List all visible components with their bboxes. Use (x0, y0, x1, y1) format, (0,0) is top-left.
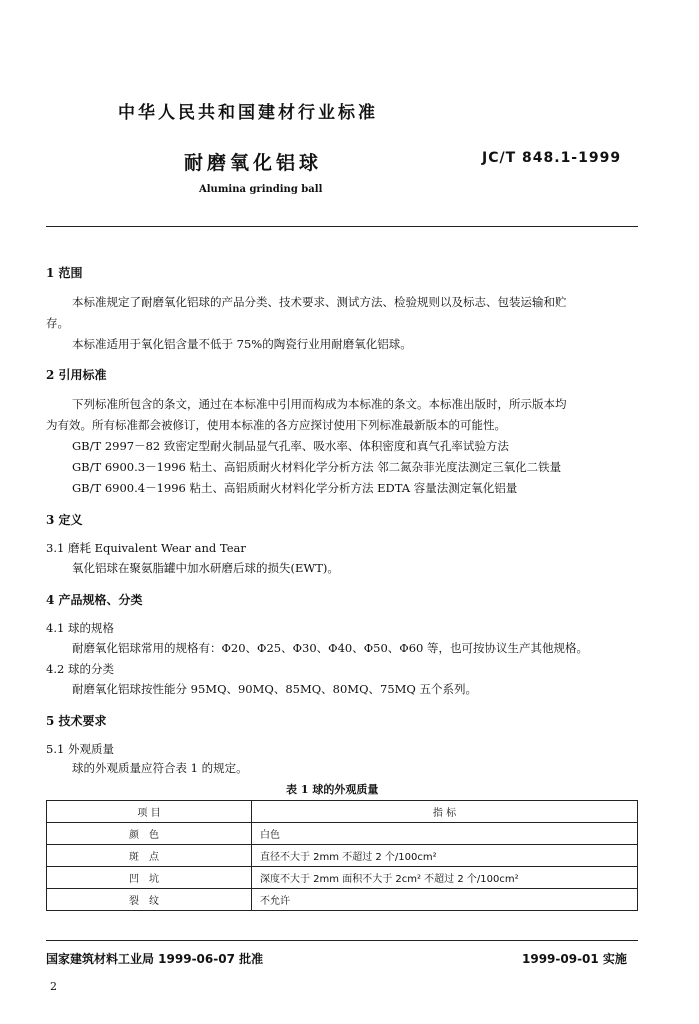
section-5-1-text: 球的外观质量应符合表 1 的规定。 (72, 761, 248, 775)
english-title: Alumina grinding ball (199, 184, 323, 195)
table-row (47, 823, 638, 845)
section-1-paragraph-1-cont: 存。 (46, 316, 69, 330)
section-1-heading: 1 范围 (46, 266, 83, 280)
table-cell-item: 颜色 (47, 823, 252, 845)
table-cell-item: 凹坑 (47, 867, 252, 889)
column-header-item: 项 目 (47, 801, 252, 823)
table-cell-spec: 不允许 (252, 889, 638, 911)
reference-standard: GB/T 2997－82 致密定型耐火制品显气孔率、吸水率、体积密度和真气孔率试验方法 (72, 439, 509, 453)
section-1-paragraph-2: 本标准适用于氧化铝含量不低于 75%的陶瓷行业用耐磨氧化铝球。 (72, 337, 412, 351)
section-2-paragraph-1: 下列标准所包含的条文，通过在本标准中引用而构成为本标准的条文。本标准出版时，所示版本均 (72, 397, 567, 411)
reference-standard: GB/T 6900.3－1996 粘土、高铝质耐火材料化学分析方法 邻二氮杂菲光度法测定三氧化二铁量 (72, 460, 562, 474)
section-5-heading: 5 技术要求 (46, 714, 107, 728)
section-1-paragraph-1: 本标准规定了耐磨氧化铝球的产品分类、技术要求、测试方法、检验规则以及标志、包装运输和贮 (72, 295, 567, 309)
reference-standard: GB/T 6900.4－1996 粘土、高铝质耐火材料化学分析方法 EDTA 容量法测定氧化铝量 (72, 481, 518, 495)
column-header-spec: 指 标 (252, 801, 638, 823)
table-cell-item: 斑点 (47, 845, 252, 867)
effective-date: 1999-09-01 实施 (522, 952, 627, 966)
table-row (47, 845, 638, 867)
table-row (47, 867, 638, 889)
table-header-row (47, 801, 638, 823)
document-title: 耐磨氧化铝球 (184, 152, 323, 174)
section-4-2-heading: 4.2 球的分类 (46, 662, 114, 676)
header-divider (46, 226, 638, 227)
section-4-2-text: 耐磨氧化铝球按性能分 95MQ、90MQ、85MQ、80MQ、75MQ 五个系列。 (72, 682, 477, 696)
standard-organization: 中华人民共和国建材行业标准 (118, 103, 378, 123)
table-cell-spec: 白色 (252, 823, 638, 845)
table-caption: 表 1 球的外观质量 (286, 783, 379, 796)
section-2-paragraph-1-cont: 为有效。所有标准都会被修订，使用本标准的各方应探讨使用下列标准最新版本的可能性。 (46, 418, 506, 432)
table-cell-item: 裂纹 (47, 889, 252, 911)
section-2-heading: 2 引用标准 (46, 368, 107, 382)
section-3-1-text: 氧化铝球在聚氨脂罐中加水研磨后球的损失(EWT)。 (72, 561, 339, 575)
section-3-1-heading: 3.1 磨耗 Equivalent Wear and Tear (46, 541, 246, 555)
approval-line: 国家建筑材料工业局 1999-06-07 批准 (46, 952, 264, 966)
table-cell-spec: 深度不大于 2mm 面积不大于 2cm² 不超过 2 个/100cm² (252, 867, 638, 889)
table-row (47, 889, 638, 911)
appearance-quality-table (46, 800, 638, 911)
section-4-1-heading: 4.1 球的规格 (46, 621, 114, 635)
section-4-1-text: 耐磨氧化铝球常用的规格有：Φ20、Φ25、Φ30、Φ40、Φ50、Φ60 等，也可按协议生产其他规格。 (72, 641, 589, 655)
standard-code: JC/T 848.1-1999 (482, 150, 622, 166)
section-4-heading: 4 产品规格、分类 (46, 593, 143, 607)
page-number: 2 (50, 980, 57, 993)
table-cell-spec: 直径不大于 2mm 不超过 2 个/100cm² (252, 845, 638, 867)
footer-divider (46, 940, 638, 941)
section-3-heading: 3 定义 (46, 513, 83, 527)
section-5-1-heading: 5.1 外观质量 (46, 742, 114, 756)
